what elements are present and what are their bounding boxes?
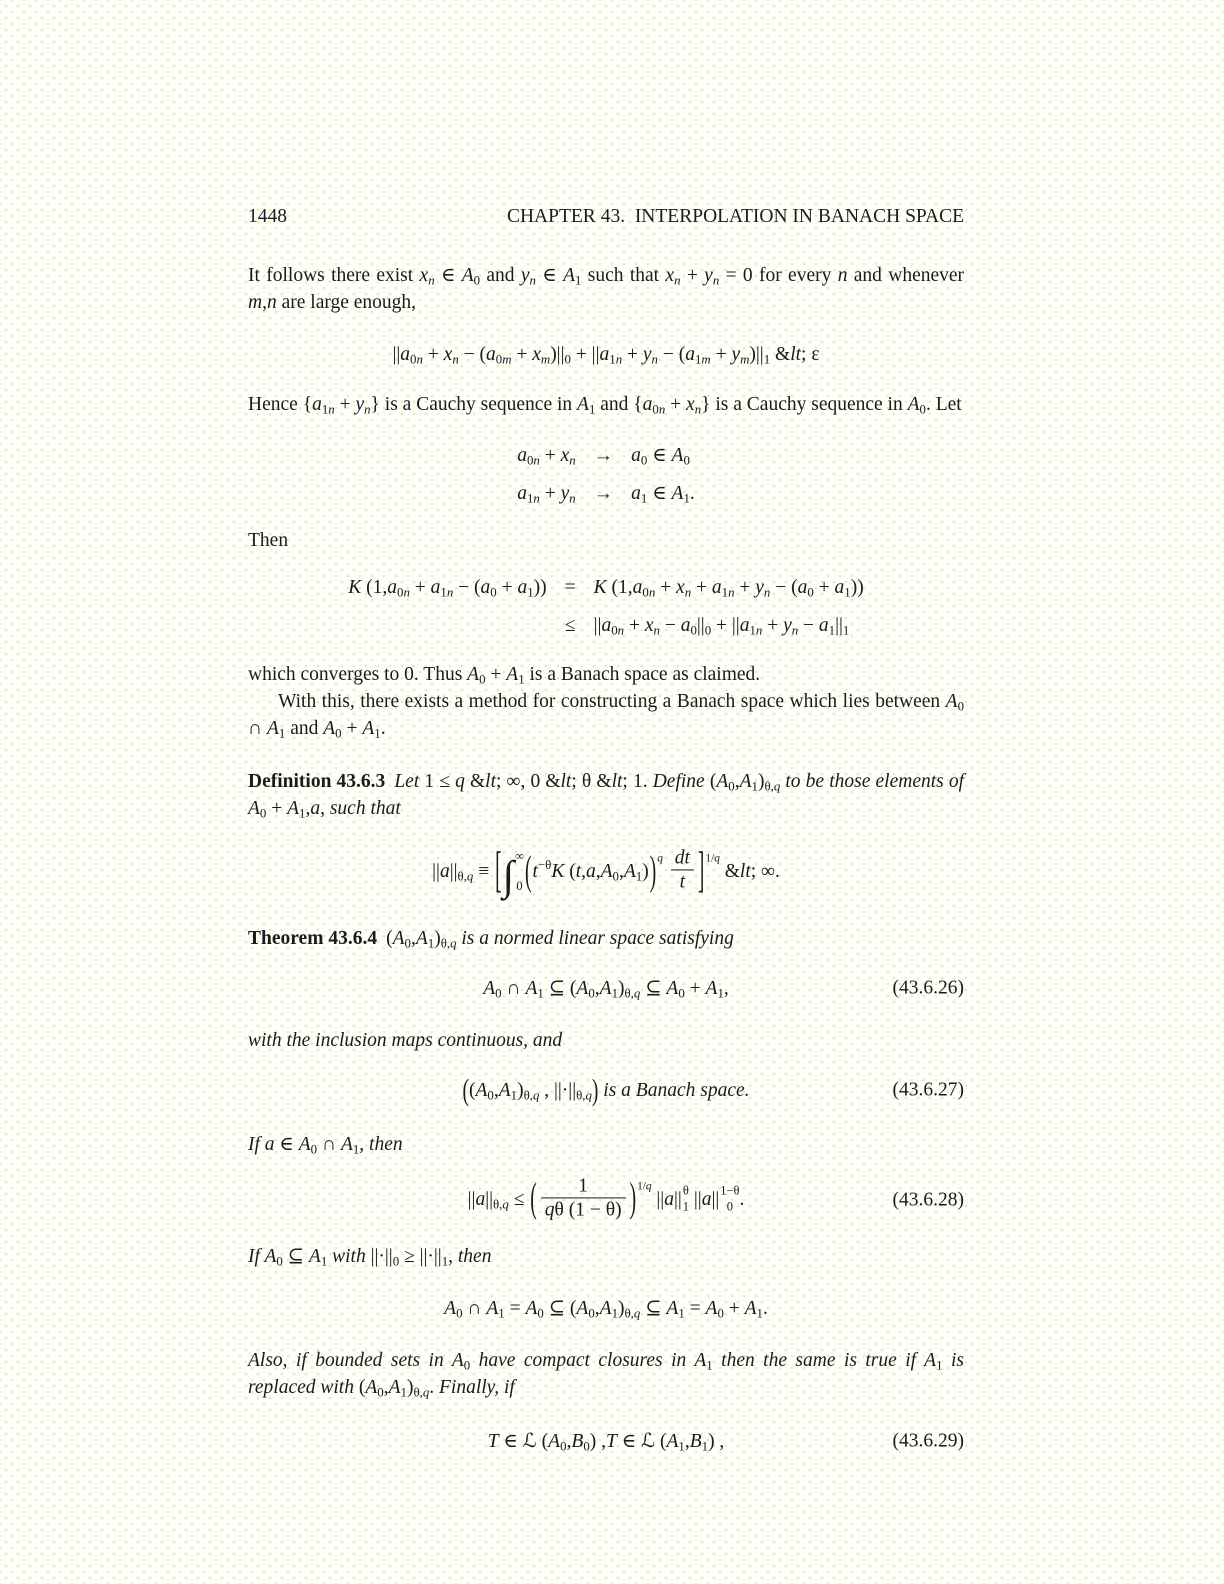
norm-integral-formula: $||a||_{\theta,q}$ ≡ [∫ ∞ 0 ($t^{-\theta}K$ $(t,a,A_0,A_1))^q$ $\frac{dt}{t}$ ]$^{1/q}$ &lt; ∞. xyxy=(432,844,780,900)
operator-formula: T ∈ ℒ $(A_0,B_0)$ ,T ∈ ℒ $(A_1,B_1)$ , xyxy=(487,1430,725,1454)
norm-sum: $||a_{0n} + x_n - a_0||_0 + ||a_{1n} + y_n - a_1||_1$ xyxy=(593,615,850,638)
display-inclusion-chain xyxy=(248,974,964,1003)
definition-text: Let 1 ≤ q &lt; ∞, 0 &lt; θ &lt; 1. Define $(A_0,A_1)_{\theta,q}$ to be those elements of $A_0 + A_1,a$, such that xyxy=(248,771,965,821)
arrow-symbol: → xyxy=(593,445,614,466)
paragraph-inclusion-maps: with the inclusion maps continuous, and xyxy=(248,1029,563,1051)
display-equality-chain: $A_0$ ∩ $A_1 = A_0$ ⊆ $(A_0,A_1)_{\theta,q}$ ⊆ $A_1 = A_0 + A_1$. xyxy=(444,1297,768,1321)
empty-cell xyxy=(348,612,546,639)
display-k-inequality xyxy=(348,574,863,639)
equation-tag-27: (43.6.27) xyxy=(892,1079,964,1101)
norm-estimate-formula: $||a||_{\theta,q}$ ≤ ( $\frac{1}{q\theta (1 - \theta)}$ )$^{1/q}$ ||a|| θ 1 ||a|| 1−θ 0 . xyxy=(467,1175,745,1222)
leq-symbol: ≤ xyxy=(564,615,576,636)
chapter-title: CHAPTER 43. INTERPOLATION IN BANACH SPACE xyxy=(506,206,964,227)
limit-lhs: $a_{1n} + y_n$ xyxy=(517,483,576,506)
equation-tag-28: (43.6.28) xyxy=(892,1189,964,1211)
paragraph-hence: Hence $\{a_{1n} + y_n\}$ is a Cauchy sequence in $A_1$ and $\{a_{0n} + x_n\}$ is a Cauchy sequence in $A_0$. Let xyxy=(248,394,962,417)
equals-symbol: = xyxy=(564,577,576,598)
paragraph-also: Also, if bounded sets in $A_0$ have compact closures in $A_1$ then the same is true if $A_1$ is replaced with $(A_0,A_1)_{\theta,q}$. Finally, if xyxy=(248,1349,964,1400)
display-operator xyxy=(248,1427,964,1456)
arrow-symbol: → xyxy=(593,483,614,504)
limit-rhs: $a_1$ ∈ $A_1$. xyxy=(631,483,695,506)
k-functional-rhs: K $(1,a_{0n} + x_n + a_{1n} + y_n - (a_0 + a_1))$ xyxy=(593,577,864,600)
banach-space-formula: ($(A_0,A_1)_{\theta,q}$ , $||\cdot||_{\theta,q}$) is a Banach space. xyxy=(462,1074,750,1108)
definition-paragraph xyxy=(248,768,964,822)
equation-tag-26: (43.6.26) xyxy=(892,977,964,999)
page-number: 1448 xyxy=(248,206,287,227)
theorem-label: Theorem 43.6.4 xyxy=(248,927,378,949)
paragraph-with-this: With this, there exists a method for constructing a Banach space which lies between $A_0$ ∩ $A_1$ and $A_0 + A_1$. xyxy=(248,691,964,741)
paragraph-if-a: If a ∈ $A_0$ ∩ $A_1$, then xyxy=(248,1133,403,1157)
equation-tag-29: (43.6.29) xyxy=(892,1430,964,1452)
inclusion-formula: $A_0$ ∩ $A_1$ ⊆ $(A_0,A_1)_{\theta,q}$ ⊆ $A_0 + A_1$, xyxy=(483,977,729,1001)
paragraph-if-a0: If $A_0$ ⊆ $A_1$ with $||\cdot||_0 \ge ||\cdot||_1$, then xyxy=(248,1245,492,1269)
display-norm-definition xyxy=(248,838,964,907)
paragraph-then: Then xyxy=(248,530,289,551)
display-banach-space xyxy=(248,1074,964,1108)
theorem-text: $(A_0,A_1)_{\theta,q}$ is a normed linear space satisfying xyxy=(386,927,734,951)
display-norm-estimate xyxy=(248,1166,964,1235)
k-functional-lhs: K $(1,a_{0n} + a_{1n} - (a_0 + a_1))$ xyxy=(348,577,547,600)
paragraph-it-follows: It follows there exist $x_n$ ∈ $A_0$ and $y_n$ ∈ $A_1$ such that $x_n + y_n = 0$ for every n and whenever m,n are large enough, xyxy=(248,265,965,313)
display-limits xyxy=(517,442,695,507)
display-cauchy-condition: $||a_{0n} + x_n - (a_{0m} + x_m)||_0 + ||a_{1n} + y_n - (a_{1m} + y_m)||_1$ &lt; ε xyxy=(392,344,820,367)
limit-rhs: $a_0$ ∈ $A_0$ xyxy=(631,445,690,468)
page-header xyxy=(248,206,964,228)
definition-label: Definition 43.6.3 xyxy=(248,771,386,792)
limit-lhs: $a_{0n} + x_n$ xyxy=(517,445,576,468)
paragraph-converges: which converges to 0. Thus $A_0 + A_1$ is a Banach space as claimed. xyxy=(248,664,761,687)
page-content xyxy=(248,0,964,1456)
theorem-paragraph xyxy=(248,925,964,952)
